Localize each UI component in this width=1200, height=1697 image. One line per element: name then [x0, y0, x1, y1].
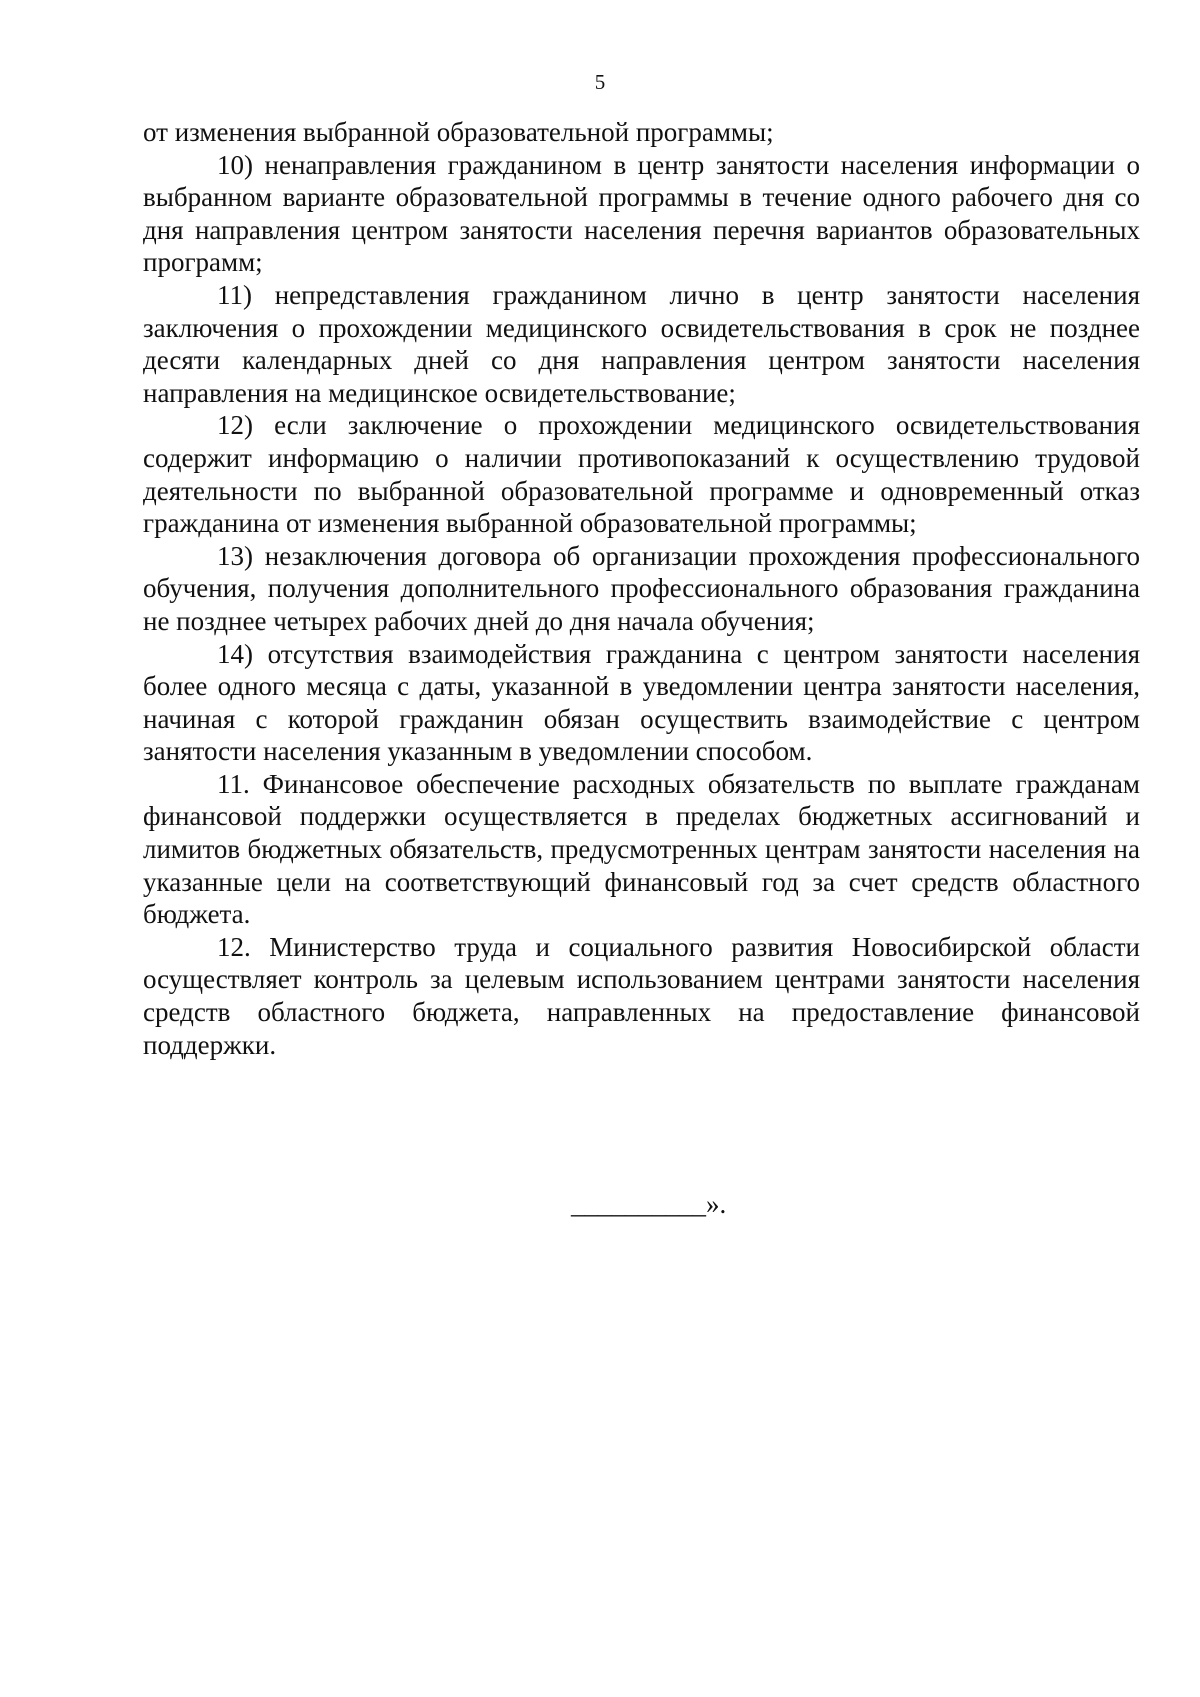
paragraph-item-13: 13) незаключения договора об организации прохождения профессионального обучения, получения дополнительного профессионального образования гражданина не позднее четырех рабочих дней до дня начала обучения;: [143, 540, 1140, 636]
paragraph-item-11: 11) непредставления гражданином лично в центр занятости населения заключения о прохождении медицинского освидетельствования в срок не позднее десяти календарных дней со дня направления центром занятости населения направления на медицинское освидетельствование;: [143, 279, 1140, 408]
page-number: 5: [594, 70, 606, 94]
closing-mark: __________».: [571, 1189, 727, 1219]
paragraph-item-10: 10) ненаправления гражданином в центр занятости населения информации о выбранном варианте образовательной программы в течение одного рабочего дня со дня направления центром занятости населения перечня вариантов образовательных программ;: [143, 149, 1140, 278]
paragraph-item-14: 14) отсутствия взаимодействия гражданина с центром занятости населения более одного месяца с даты, указанной в уведомлении центра занятости населения, начиная с которой гражданин обязан осуществить взаимодействие с центром занятости населения указанным в уведомлении способом.: [143, 638, 1140, 767]
paragraph-clause-11: 11. Финансовое обеспечение расходных обязательств по выплате гражданам финансовой поддержки осуществляется в пределах бюджетных ассигнований и лимитов бюджетных обязательств, предусмотренных центрам занятости населения на указанные цели на соответствующий финансовый год за счет средств областного бюджета.: [143, 768, 1140, 930]
paragraph-continuation: от изменения выбранной образовательной программы;: [143, 117, 774, 147]
document-body: [143, 116, 1140, 1061]
paragraph-clause-12: 12. Министерство труда и социального развития Новосибирской области осуществляет контроль за целевым использованием центрами занятости населения средств областного бюджета, направленных на предоставление финансовой поддержки.: [143, 931, 1140, 1060]
paragraph-item-12: 12) если заключение о прохождении медицинского освидетельствования содержит информацию о наличии противопоказаний к осуществлению трудовой деятельности по выбранной образовательной программе и одновременный отказ гражданина от изменения выбранной образовательной программы;: [143, 410, 1140, 539]
